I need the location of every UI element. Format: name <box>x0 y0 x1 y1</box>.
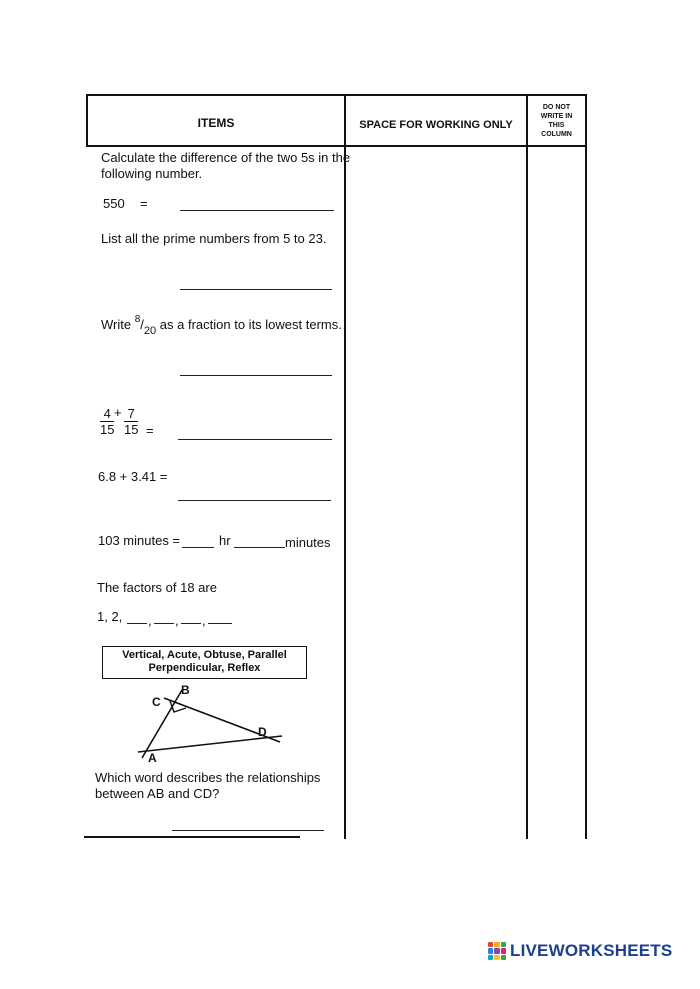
q4-fraction-2-numerator: 7 <box>124 406 138 422</box>
q6-minutes-unit: minutes <box>285 535 331 550</box>
q6-minutes-label: 103 minutes = <box>98 533 181 548</box>
do-not-write-line: DO NOT <box>542 104 571 111</box>
do-not-write-header <box>528 103 585 139</box>
logo-tile <box>488 942 493 947</box>
q7-factor-blank[interactable] <box>208 623 232 624</box>
q7-comma: , <box>202 613 206 628</box>
q3-answer-blank[interactable] <box>180 375 332 376</box>
q3-slash: / <box>140 317 144 332</box>
q1-equals: = <box>140 196 148 211</box>
table-bottom-border <box>84 836 300 838</box>
q1-text-line-1: Calculate the difference of the two 5s in the <box>101 150 351 165</box>
logo-tile <box>494 948 499 953</box>
logo-tile <box>494 942 499 947</box>
marks-column-divider <box>526 96 528 839</box>
q8-question-line-1: Which word describes the relationships <box>95 770 321 785</box>
q4-fraction-2-denominator: 15 <box>124 422 139 437</box>
q4-fraction-1-numerator: 4 <box>100 406 114 422</box>
q7-text: The factors of 18 are <box>97 580 217 595</box>
logo-tile <box>488 955 493 960</box>
q3-denominator: 20 <box>143 325 157 337</box>
q1-answer-blank[interactable] <box>180 210 334 211</box>
q5-answer-blank[interactable] <box>178 500 331 501</box>
q8-word-box <box>102 646 307 679</box>
q4-plus: + <box>114 405 122 420</box>
table-top-border <box>86 94 586 96</box>
label-d: D <box>258 725 267 739</box>
logo-tile <box>501 948 506 953</box>
q7-factor-blank[interactable] <box>127 623 147 624</box>
q7-comma: , <box>175 613 179 628</box>
q8-word-box-line-1: Vertical, Acute, Obtuse, Parallel <box>122 649 287 661</box>
header-bottom-border <box>86 145 586 147</box>
q1-text-line-2: following number. <box>101 166 203 181</box>
do-not-write-line: WRITE IN <box>540 113 573 120</box>
q8-question-line-2: between AB and CD? <box>95 786 220 801</box>
logo-tile <box>501 942 506 947</box>
q2-answer-blank[interactable] <box>180 289 332 290</box>
liveworksheets-logo <box>488 940 672 962</box>
q5-text: 6.8 + 3.41 = <box>98 469 168 484</box>
q3-text <box>101 312 342 339</box>
q8-answer-blank[interactable] <box>172 830 324 831</box>
q1-number: 550 <box>103 196 125 211</box>
q6-minutes-blank[interactable] <box>234 547 285 548</box>
items-header: ITEMS <box>197 116 235 130</box>
working-space-header: SPACE FOR WORKING ONLY <box>359 119 513 131</box>
liveworksheets-logo-icon <box>488 942 506 960</box>
q3-prefix: Write <box>101 317 132 332</box>
q6-hours-blank[interactable] <box>182 547 214 548</box>
q7-comma: , <box>148 613 152 628</box>
q6-hr-label: hr <box>219 533 231 548</box>
logo-tile <box>488 948 493 953</box>
do-not-write-line: THIS <box>548 122 565 129</box>
q4-equals: = <box>146 423 154 438</box>
q7-factor-blank[interactable] <box>181 623 201 624</box>
q7-factor-list: 1, 2, <box>97 609 123 624</box>
q3-suffix: as a fraction to its lowest terms. <box>159 317 342 332</box>
items-column-divider <box>344 94 346 839</box>
liveworksheets-brand-text: LIVEWORKSHEETS <box>510 941 673 960</box>
label-c: C <box>152 695 161 709</box>
q4-fraction-1-denominator: 15 <box>100 422 115 437</box>
label-a: A <box>148 751 157 764</box>
logo-tile <box>494 955 499 960</box>
label-b: B <box>181 684 190 697</box>
logo-tile <box>501 955 506 960</box>
q4-answer-blank[interactable] <box>178 439 332 440</box>
q7-factor-blank[interactable] <box>154 623 174 624</box>
q8-angle-diagram <box>130 684 290 764</box>
table-right-border <box>585 94 587 839</box>
q2-text: List all the prime numbers from 5 to 23. <box>101 231 327 246</box>
q4-fraction-2 <box>124 406 138 437</box>
q4-fraction-1 <box>100 406 114 437</box>
q8-word-box-line-2: Perpendicular, Reflex <box>148 662 261 674</box>
do-not-write-line: COLUMN <box>541 131 572 138</box>
q3-numerator: 8 <box>134 314 141 325</box>
